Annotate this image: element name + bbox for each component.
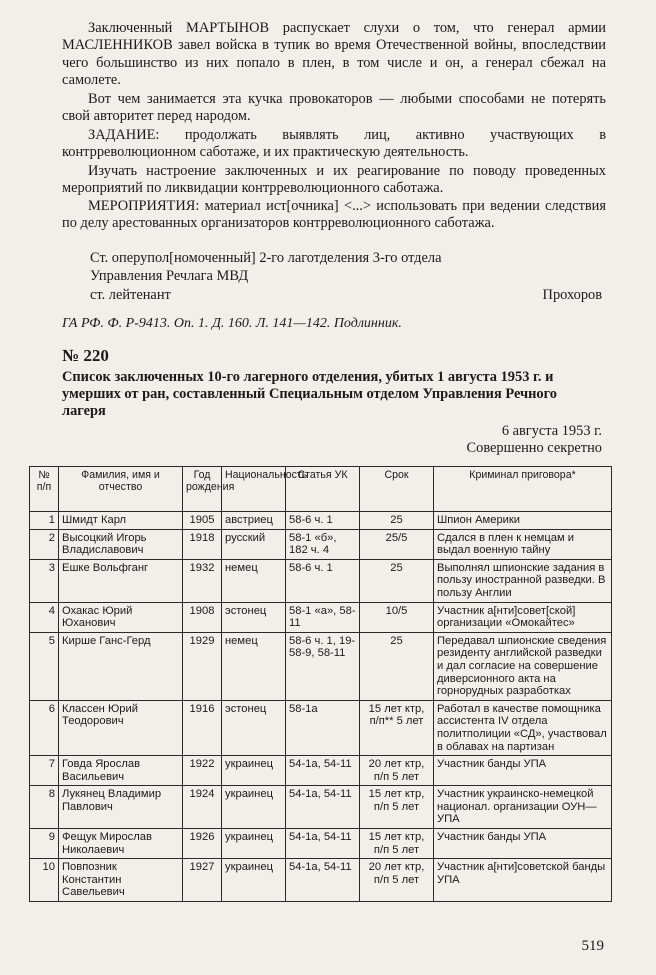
row-article: 54-1а, 54-11 — [286, 786, 360, 829]
row-number: 9 — [30, 829, 59, 859]
signature-position-line1: Ст. оперупол[номоченный] 2-го лаготделения 3-го отдела — [90, 250, 442, 266]
header-number: № п/п — [30, 467, 59, 512]
signature-position-line2: Управления Речлага МВД — [90, 268, 249, 284]
row-birth-year: 1926 — [183, 829, 222, 859]
row-name: Охакас Юрий Юханович — [59, 602, 183, 632]
table-row — [30, 512, 612, 530]
page-number: 519 — [581, 938, 604, 954]
row-crime: Сдался в плен к немцам и выдал военную тайну — [434, 529, 612, 559]
row-article: 58-6 ч. 1, 19-58-9, 58-11 — [286, 632, 360, 700]
row-term: 15 лет ктр, п/п 5 лет — [360, 786, 434, 829]
header-article: Статья УК — [286, 467, 360, 512]
row-birth-year: 1918 — [183, 529, 222, 559]
row-name: Шмидт Карл — [59, 512, 183, 530]
row-term: 25 — [360, 559, 434, 602]
row-birth-year: 1908 — [183, 602, 222, 632]
row-crime: Передавал шпионские сведения резиденту английской разведки и дал согласие на совершение диверсионного акта на горнорудных разработках — [434, 632, 612, 700]
row-crime: Участник банды УПА — [434, 756, 612, 786]
header-birth-year: Год рождения — [183, 467, 222, 512]
row-birth-year: 1927 — [183, 859, 222, 902]
row-term: 20 лет ктр, п/п 5 лет — [360, 859, 434, 902]
row-crime: Шпион Америки — [434, 512, 612, 530]
prisoner-list-table — [29, 466, 612, 902]
row-crime: Участник а[нти]советской банды УПА — [434, 859, 612, 902]
row-crime: Участник банды УПА — [434, 829, 612, 859]
row-article: 54-1а, 54-11 — [286, 756, 360, 786]
row-nationality: эстонец — [222, 700, 286, 755]
table-row — [30, 786, 612, 829]
table-row — [30, 559, 612, 602]
document-title: Список заключенных 10-го лагерного отделения, убитых 1 августа 1953 г. и умерших от ран, составленный Специальным отделом Управления Речного лагеря — [62, 369, 557, 420]
row-nationality: украинец — [222, 756, 286, 786]
row-number: 10 — [30, 859, 59, 902]
document-date-block — [467, 423, 602, 458]
row-article: 58-1 «а», 58-11 — [286, 602, 360, 632]
signature-rank: ст. лейтенант — [90, 287, 171, 303]
row-number: 8 — [30, 786, 59, 829]
signature-name: Прохоров — [542, 287, 602, 303]
table-row — [30, 859, 612, 902]
row-term: 15 лет ктр, п/п 5 лет — [360, 829, 434, 859]
row-article: 58-6 ч. 1 — [286, 512, 360, 530]
row-nationality: эстонец — [222, 602, 286, 632]
header-nationality: Национальность — [222, 467, 286, 512]
row-number: 3 — [30, 559, 59, 602]
row-name: Фещук Мирослав Николаевич — [59, 829, 183, 859]
row-birth-year: 1922 — [183, 756, 222, 786]
table-row — [30, 602, 612, 632]
paragraph-mood: Изучать настроение заключенных и их реагирование по поводу проведенных мероприятий по ликвидации контрреволюционного саботажа. — [62, 163, 606, 197]
header-name: Фамилия, имя и отчество — [59, 467, 183, 512]
row-crime: Участник украинско-немецкой национал. организации ОУН—УПА — [434, 786, 612, 829]
row-article: 54-1а, 54-11 — [286, 829, 360, 859]
row-term: 25 — [360, 632, 434, 700]
row-term: 20 лет ктр, п/п 5 лет — [360, 756, 434, 786]
table-row — [30, 529, 612, 559]
table-row — [30, 829, 612, 859]
row-number: 6 — [30, 700, 59, 755]
row-number: 5 — [30, 632, 59, 700]
archive-source-reference: ГА РФ. Ф. Р-9413. Оп. 1. Д. 160. Л. 141—142. Подлинник. — [62, 316, 402, 331]
document-date: 6 августа 1953 г. — [501, 423, 602, 439]
table-row — [30, 756, 612, 786]
row-name: Говда Ярослав Васильевич — [59, 756, 183, 786]
row-article: 58-6 ч. 1 — [286, 559, 360, 602]
row-birth-year: 1916 — [183, 700, 222, 755]
row-crime: Участник а[нти]совет[ской] организации «Омокайтес» — [434, 602, 612, 632]
table-row — [30, 700, 612, 755]
row-article: 58-1а — [286, 700, 360, 755]
row-term: 10/5 — [360, 602, 434, 632]
row-name: Лукянец Владимир Павлович — [59, 786, 183, 829]
row-nationality: украинец — [222, 859, 286, 902]
row-nationality: немец — [222, 559, 286, 602]
row-term: 25 — [360, 512, 434, 530]
row-term: 25/5 — [360, 529, 434, 559]
row-birth-year: 1929 — [183, 632, 222, 700]
row-number: 4 — [30, 602, 59, 632]
row-article: 54-1а, 54-11 — [286, 859, 360, 902]
document-classification: Совершенно секретно — [466, 440, 602, 457]
row-birth-year: 1932 — [183, 559, 222, 602]
row-number: 7 — [30, 756, 59, 786]
row-name: Повпозник Константин Савельевич — [59, 859, 183, 902]
row-number: 2 — [30, 529, 59, 559]
header-crime: Криминал приговора* — [434, 467, 612, 512]
row-name: Ешке Вольфганг — [59, 559, 183, 602]
paragraph-provocateurs: Вот чем занимается эта кучка провокаторов — любыми способами не потерять свой авторитет перед народом. — [62, 91, 606, 125]
row-article: 58-1 «б», 182 ч. 4 — [286, 529, 360, 559]
row-crime: Работал в качестве помощника ассистента IV отдела политполиции «СД», участвовал в облавах на партизан — [434, 700, 612, 755]
paragraph-task: ЗАДАНИЕ: продолжать выявлять лиц, активно участвующих в контрреволюционном саботаже, и их практическую деятельность. — [62, 127, 606, 161]
row-crime: Выполнял шпионские задания в пользу иностранной разведки. В пользу Англии — [434, 559, 612, 602]
row-nationality: украинец — [222, 786, 286, 829]
table-header-row — [30, 467, 612, 512]
row-term: 15 лет ктр, п/п** 5 лет — [360, 700, 434, 755]
header-term: Срок — [360, 467, 434, 512]
row-nationality: немец — [222, 632, 286, 700]
row-name: Кирше Ганс-Герд — [59, 632, 183, 700]
row-nationality: украинец — [222, 829, 286, 859]
row-name: Высоцкий Игорь Владиславович — [59, 529, 183, 559]
row-nationality: русский — [222, 529, 286, 559]
row-number: 1 — [30, 512, 59, 530]
paragraph-rumors: Заключенный МАРТЫНОВ распускает слухи о том, что генерал армии МАСЛЕННИКОВ завел войска в тупик во время Отечественной войны, впоследствии чего большинство из них попало в плен, в том числе и он, а генерал сбежал на самолете. — [62, 20, 606, 89]
row-birth-year: 1905 — [183, 512, 222, 530]
row-name: Классен Юрий Теодорович — [59, 700, 183, 755]
document-number: № 220 — [62, 346, 109, 365]
table-row — [30, 632, 612, 700]
row-birth-year: 1924 — [183, 786, 222, 829]
paragraph-measures: МЕРОПРИЯТИЯ: материал ист[очника] <...> использовать при ведении следствия по делу арестованных организаторов контрреволюционного саботажа. — [62, 198, 606, 232]
row-nationality: австриец — [222, 512, 286, 530]
